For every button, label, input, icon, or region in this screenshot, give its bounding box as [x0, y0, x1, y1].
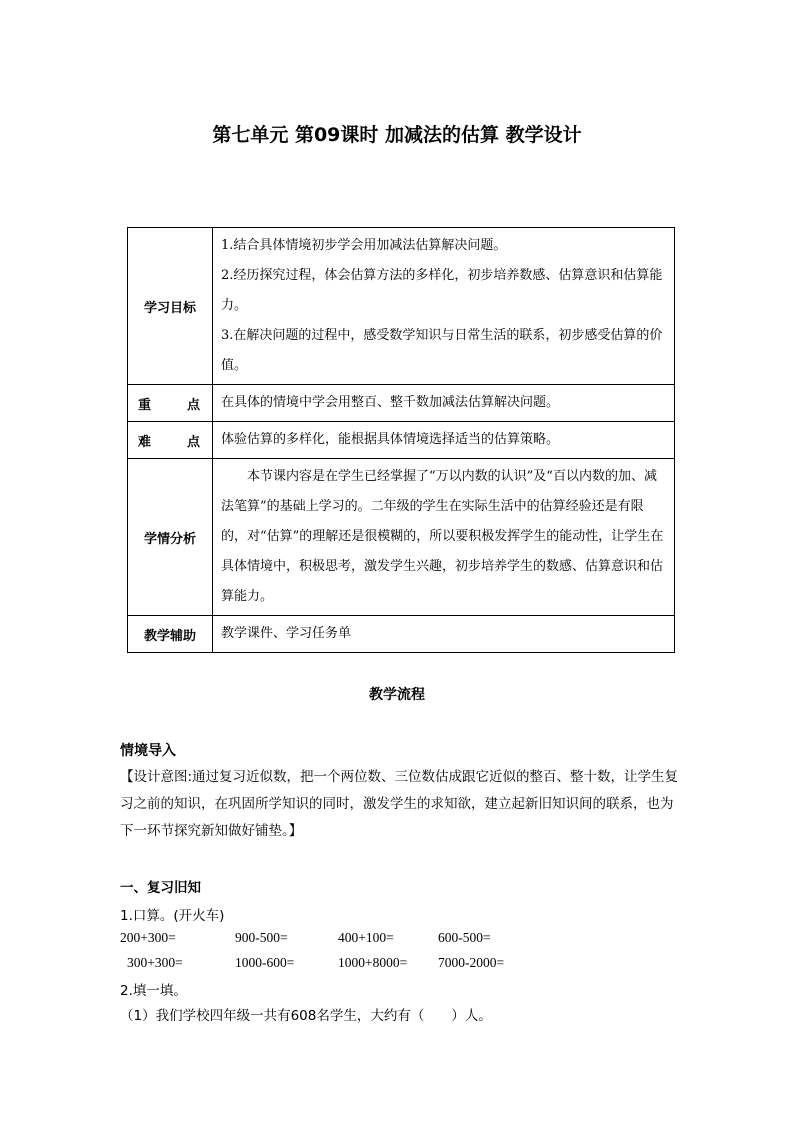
oral-equation: 900-500=	[235, 930, 288, 945]
goals-cell	[213, 228, 675, 385]
aids-cell: 教学课件、学习任务单	[213, 616, 675, 653]
review-title: 一、复习旧知	[120, 880, 201, 896]
fill-title: 2.填一填。	[120, 983, 187, 999]
difficult-label: 难 点	[128, 422, 213, 459]
design-intent: 【设计意图:通过复习近似数，把一个两位数、三位数估成跟它近似的整百、整十数，让学生复习之前的知识，在巩固所学知识的同时，激发学生的求知欲，建立起新旧知识间的联系，也为下一环节探究新知做好铺垫。】	[120, 769, 679, 839]
lesson-info-table	[127, 227, 675, 653]
analysis-label: 学情分析	[128, 459, 213, 616]
intro-title: 情境导入	[120, 743, 176, 759]
key-label: 重 点	[128, 385, 213, 422]
difficult-row	[128, 422, 675, 459]
key-cell: 在具体的情境中学会用整百、整千数加减法估算解决问题。	[213, 385, 675, 422]
goals-row	[128, 228, 675, 385]
goal-item: 2.经历探究过程，体会估算方法的多样化，初步培养数感、估算意识和估算能力。	[221, 268, 663, 313]
goals-label: 学习目标	[128, 228, 213, 385]
aids-row	[128, 616, 675, 653]
fill-question: （1）我们学校四年级一共有608名学生，大约有（ ）人。	[120, 1008, 492, 1024]
oral-equation: 200+300=	[120, 930, 176, 945]
goal-item: 1.结合具体情境初步学会用加减法估算解决问题。	[221, 238, 507, 253]
analysis-row	[128, 459, 675, 616]
oral-equation: 600-500=	[438, 930, 491, 945]
aids-label: 教学辅助	[128, 616, 213, 653]
oral-equation: 300+300=	[127, 955, 183, 970]
oral-equation: 400+100=	[338, 930, 394, 945]
oral-title: 1.口算。(开火车)	[120, 908, 225, 924]
key-row	[128, 385, 675, 422]
oral-equation: 1000-600=	[235, 955, 295, 970]
page-title: 第七单元 第09课时 加减法的估算 教学设计	[212, 124, 582, 146]
goal-item: 3.在解决问题的过程中，感受数学知识与日常生活的联系，初步感受估算的价值。	[221, 328, 663, 373]
oral-equation: 1000+8000=	[338, 955, 408, 970]
difficult-cell: 体验估算的多样化，能根据具体情境选择适当的估算策略。	[213, 422, 675, 459]
oral-equation: 7000-2000=	[438, 955, 505, 970]
process-title: 教学流程	[369, 687, 425, 703]
analysis-cell: 本节课内容是在学生已经掌握了“万以内数的认识”及“百以内数的加、减法笔算”的基础上学习的。二年级的学生在实际生活中的估算经验还是有限的，对“估算”的理解还是很模糊的，所以要积极发挥学生的能动性，让学生在具体情境中，积极思考，激发学生兴趣，初步培养学生的数感、估算意识和估算能力。	[213, 459, 675, 616]
